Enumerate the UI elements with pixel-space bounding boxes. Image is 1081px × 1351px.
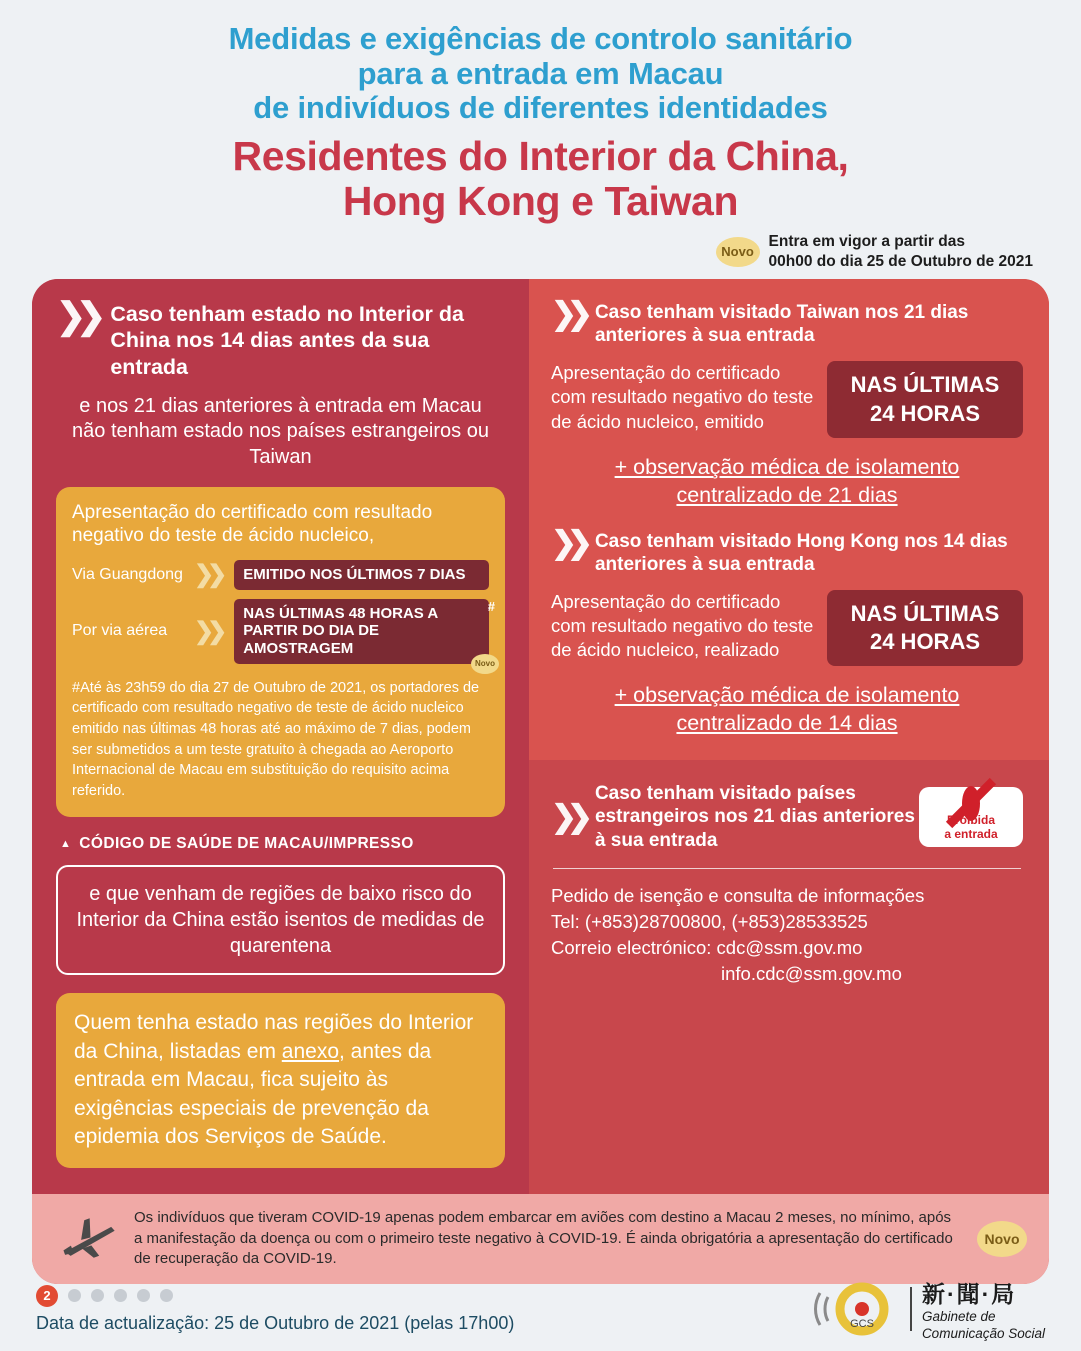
effective-date-text [769,232,1033,271]
via-aerea-row [72,598,495,669]
foreign-countries-section [529,760,1049,1194]
footer-left [36,1285,514,1334]
footnote-marker: # [487,598,495,614]
effective-date-line-2: 00h00 do dia 25 de Outubro de 2021 [768,252,1033,270]
page-indicator-dot[interactable] [160,1289,173,1302]
page-indicator-dot[interactable] [91,1289,104,1302]
effective-date-notice [0,228,1081,279]
header-line-3: de indivíduos de diferentes identidades [253,90,828,126]
header-line-1: Medidas e exigências de controlo sanitário [228,21,853,56]
via-aerea-value-wrap [234,598,495,669]
health-code-label: CÓDIGO DE SAÚDE DE MACAU/IMPRESSO [79,835,414,853]
effective-date-line-1: Entra em vigor a partir das [768,233,965,251]
card-columns [32,279,1049,1194]
page-title [40,134,1041,224]
gcs-logo-icon [814,1279,900,1339]
update-date: Data de actualização: 25 de Outubro de 2021 (pelas 17h00) [36,1312,515,1333]
via-aerea-value: NAS ÚLTIMAS 48 HORAS A PARTIR DO DIA DE AMOSTRAGEM [234,599,489,664]
contact-email-2[interactable]: info.cdc@ssm.gov.mo [721,963,902,985]
no-entry-icon [962,786,980,821]
logo-text [922,1276,1045,1341]
mainland-subtext: e nos 21 dias anteriores à entrada em Macau não tenham estado nos países estrangeiros ou Taiwan [72,394,489,468]
page-footer [0,1267,1081,1351]
contact-email-1[interactable]: Correio electrónico: cdc@ssm.gov.mo [551,937,863,959]
chevron-right-icon: ❯❯ [194,561,221,589]
footnote-text: #Até às 23h59 do dia 27 de Outubro de 2021, os portadores de certificado com resultado negativo de teste de ácido nucleico emitido nas últimas 48 horas até ao máximo de 7 dias, podem ser submetidos a um teste gratuito à chegada ao Aeroporto Internacional de Macau em substituição do requisito acima referido. [72,679,480,799]
triangle-up-icon: ▲ [60,838,72,851]
page-indicator-dot[interactable] [114,1289,127,1302]
header-line-2: para a entrada em Macau [357,55,724,91]
via-guangdong-row [72,560,489,590]
page-indicator-dot[interactable] [137,1289,150,1302]
logo-text-pt-1: Gabinete de [921,1309,996,1325]
hongkong-requirement-text: Apresentação do certificado com resultado negativo do teste de ácido nucleico, realizado [551,590,814,661]
logo-text-pt-2: Comunicação Social [921,1325,1045,1341]
listed-regions-box [56,993,505,1168]
health-code-row [60,835,505,853]
mainland-heading-row [56,295,505,380]
page-indicator-current[interactable]: 2 [36,1285,58,1307]
hongkong-quarantine-text: + observação médica de isolamento centralizado de 14 dias [614,683,960,736]
page-title-line-1: Residentes do Interior da China, [232,133,849,180]
taiwan-quarantine-text: + observação médica de isolamento centralizado de 21 dias [614,454,960,507]
taiwan-requirement-text: Apresentação do certificado com resultado negativo do teste de ácido nucleico, emitido [551,362,814,432]
logo-text-cn: 新·聞·局 [921,1281,1017,1308]
novo-badge-icon: Novo [977,1221,1027,1257]
taiwan-timeframe-line-1: NAS ÚLTIMAS [850,372,1000,398]
hongkong-heading: Caso tenham visitado Hong Kong nos 14 dias anteriores à sua entrada [594,530,1008,575]
chevron-right-icon: ❯❯ [56,295,97,337]
entry-forbidden-badge [919,787,1023,847]
svg-text:GCS: GCS [850,1318,874,1330]
anexo-link[interactable]: anexo [281,1039,339,1063]
low-risk-exemption-box: e que venham de regiões de baixo risco do Interior da China estão isentos de medidas de quarentena [56,865,505,975]
page-header [0,0,1081,228]
divider [553,868,1021,869]
mainland-heading: Caso tenham estado no Interior da China nos 14 dias antes da sua entrada [110,302,464,379]
forbidden-line-1: Proibida [946,812,995,827]
covid-recovery-text: Os indivíduos que tiveram COVID-19 apenas podem embarcar em aviões com destino a Macau 2 meses, no mínimo, após a manifestação da doença ou com o primeiro teste negativo à COVID-19. É ainda obrigatória a apresentação do certificado de recuperação da COVID-19. [134,1208,953,1268]
foreign-heading: Caso tenham visitado países estrangeiros nos 21 dias anteriores à sua entrada [594,783,915,851]
contact-line-1: Pedido de isenção e consulta de informações [551,884,925,906]
listed-regions-pre: Quem tenha estado nas regiões do Interior da China, listadas em [74,1011,474,1063]
foreign-heading-row [551,782,1023,852]
certificate-lead-text: Apresentação do certificado com resultado negativo do teste de ácido nucleico, [72,501,433,547]
main-card [32,279,1049,1284]
taiwan-heading: Caso tenham visitado Taiwan nos 21 dias anteriores à sua entrada [594,302,969,347]
chevron-right-icon: ❯❯ [194,617,221,645]
hongkong-timeframe-line-1: NAS ÚLTIMAS [850,600,1000,626]
taiwan-heading-row [551,296,1023,347]
novo-badge-icon: Novo [471,654,499,674]
taiwan-timeframe-line-2: 24 HORAS [869,400,981,426]
mainland-china-section [32,279,529,1194]
right-column [529,279,1049,1194]
listed-regions-post: , antes da entrada em Macau, fica sujeito às exigências especiais de prevenção da epidemia dos Serviços de Saúde. [74,1039,432,1149]
airplane-icon [58,1214,120,1264]
chevron-right-icon: ❯❯ [551,798,583,834]
taiwan-requirement-row [551,361,1023,437]
novo-badge-icon: Novo [716,237,760,267]
via-guangdong-label: Via Guangdong [72,565,183,583]
hongkong-timeframe-line-2: 24 HORAS [869,629,981,655]
hongkong-requirement-row [551,590,1023,666]
hongkong-timeframe-badge [827,590,1023,666]
via-aerea-label: Por via aérea [72,622,168,640]
contact-block [551,883,1023,988]
chevron-right-icon: ❯❯ [551,524,583,560]
gcs-logo [814,1276,1045,1341]
logo-divider [910,1287,912,1331]
hongkong-heading-row [551,524,1023,576]
certificate-yellow-block [56,487,505,818]
header-subtitle [40,22,1041,126]
taiwan-hk-section [529,279,1049,760]
contact-phone: Tel: (+853)28700800, (+853)28533525 [551,910,868,932]
page-title-line-2: Hong Kong e Taiwan [342,178,739,225]
page-indicator[interactable] [36,1285,514,1307]
chevron-right-icon: ❯❯ [551,296,583,332]
taiwan-timeframe-badge [827,361,1023,437]
via-guangdong-value: EMITIDO NOS ÚLTIMOS 7 DIAS [234,560,489,590]
forbidden-line-2: a entrada [944,826,998,841]
page-indicator-dot[interactable] [68,1289,81,1302]
